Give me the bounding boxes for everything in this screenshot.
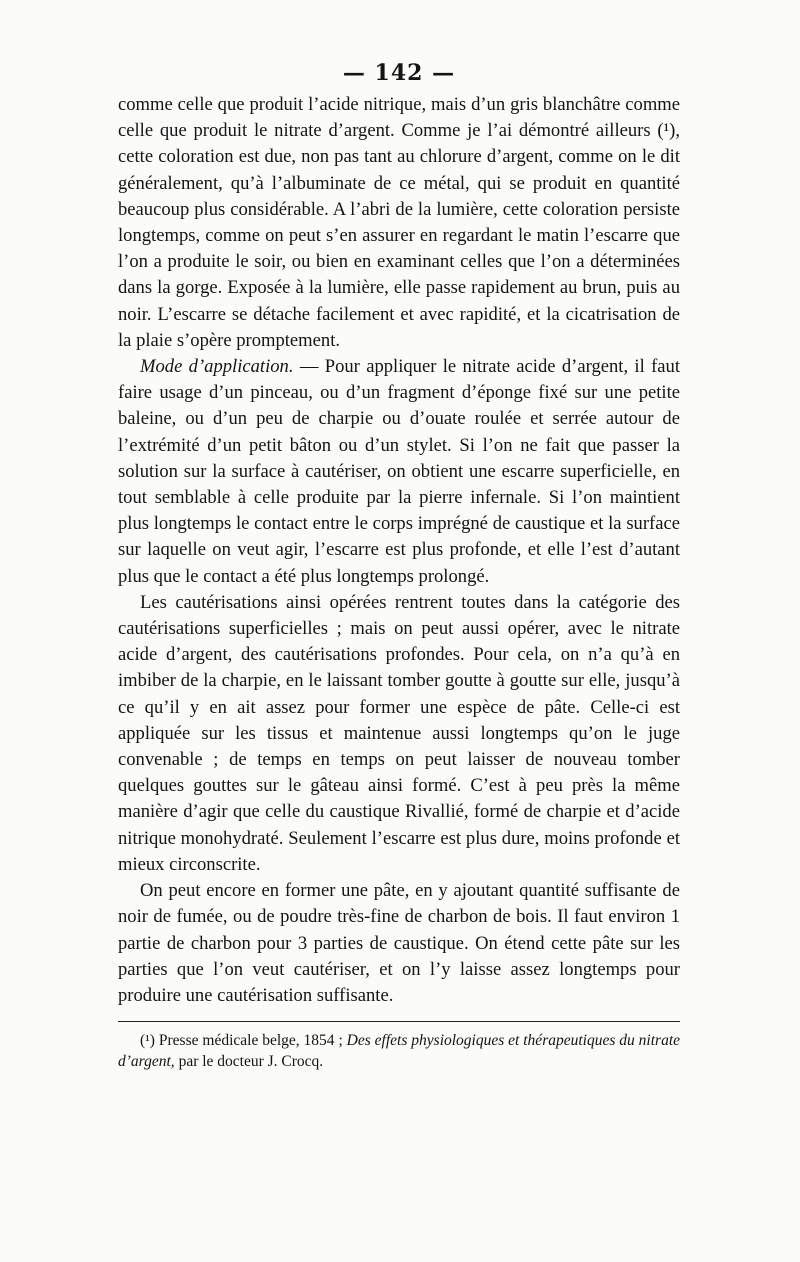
body-text [118, 92, 680, 1009]
footnote [118, 1030, 680, 1072]
paragraph-pate [118, 878, 680, 1009]
book-page [118, 56, 680, 1072]
page-number: — 142 — [342, 60, 456, 86]
paragraph-cauterisations [118, 590, 680, 878]
paragraph-text: — Pour appliquer le nitrate acide d’argent, il faut faire usage d’un pinceau, ou d’un fragment d’éponge fixé sur une petite baleine, ou d’un peu de charpie ou d’ouate roulée et serrée autour de l’extrémité d’un petit bâton ou d’un stylet. Si l’on ne fait que passer la solution sur la surface à cautériser, on obtient une escarre superficielle, en tout semblable à celle produite par la pierre infernale. Si l’on maintient plus longtemps le contact entre le corps imprégné de caustique et la surface sur laquelle on veut agir, l’escarre est plus profonde, et elle l’est d’autant plus que le contact a été plus longtemps prolongé. [118, 356, 680, 587]
paragraph-text: Les cautérisations ainsi opérées rentrent toutes dans la catégorie des cautérisations superficielles ; mais on peut aussi opérer, avec le nitrate acide d’argent, des cautérisations profondes. Pour cela, on n’a qu’à en imbiber de la charpie, en le laissant tomber goutte à goutte sur elle, jusqu’à ce qu’il y en ait assez pour former une espèce de pâte. Celle-ci est appliquée sur les tissus et maintenue aussi longtemps qu’on le juge convenable ; de temps en temps on peut laisser de nouveau tomber quelques gouttes sur le gâteau ainsi formé. C’est à peu près la même manière d’agir que celle du caustique Rivallié, formé de charpie et d’acide nitrique monohydraté. Seulement l’escarre est plus dure, moins profonde et mieux circonscrite. [118, 591, 680, 875]
paragraph-mode-application [118, 354, 680, 590]
footnote-source: Presse médicale belge, 1854 ; [154, 1032, 347, 1050]
paragraph-text: comme celle que produit l’acide nitrique, mais d’un gris blanchâtre comme celle que produit le nitrate d’argent. Comme je l’ai démontré ailleurs (¹), cette coloration est due, non pas tant au chlorure d’argent, comme on le dit généralement, qu’à l’albuminate de ce métal, qui se produit en quantité beaucoup plus considérable. A l’abri de la lumière, cette coloration persiste longtemps, comme on peut s’en assurer en regardant le matin l’escarre que l’on a produite le soir, ou bien en examinant celles que l’on a déterminées dans la gorge. Exposée à la lumière, elle passe rapidement au brun, puis au noir. L’escarre se détache facilement et avec rapidité, et la cicatrisation de la plaie s’opère promptement. [118, 94, 680, 351]
paragraph-continuation [118, 92, 680, 354]
footnote-marker: (¹) [140, 1032, 155, 1050]
section-heading: Mode d’application. [140, 356, 294, 378]
footnote-author: par le docteur J. Crocq. [174, 1053, 324, 1071]
paragraph-text: On peut encore en former une pâte, en y ajoutant quantité suffisante de noir de fumée, ou de poudre très-fine de charbon de bois. Il faut environ 1 partie de charbon pour 3 parties de caustique. On étend cette pâte sur les parties que l’on veut cautériser, et on l’y laisse assez longtemps pour produire une cautérisation suffisante. [118, 880, 680, 1006]
footnote-title: Des effets physiologiques et thérapeutiques du nitrate d’argent, [118, 1032, 681, 1071]
footnote-rule [118, 1021, 680, 1022]
